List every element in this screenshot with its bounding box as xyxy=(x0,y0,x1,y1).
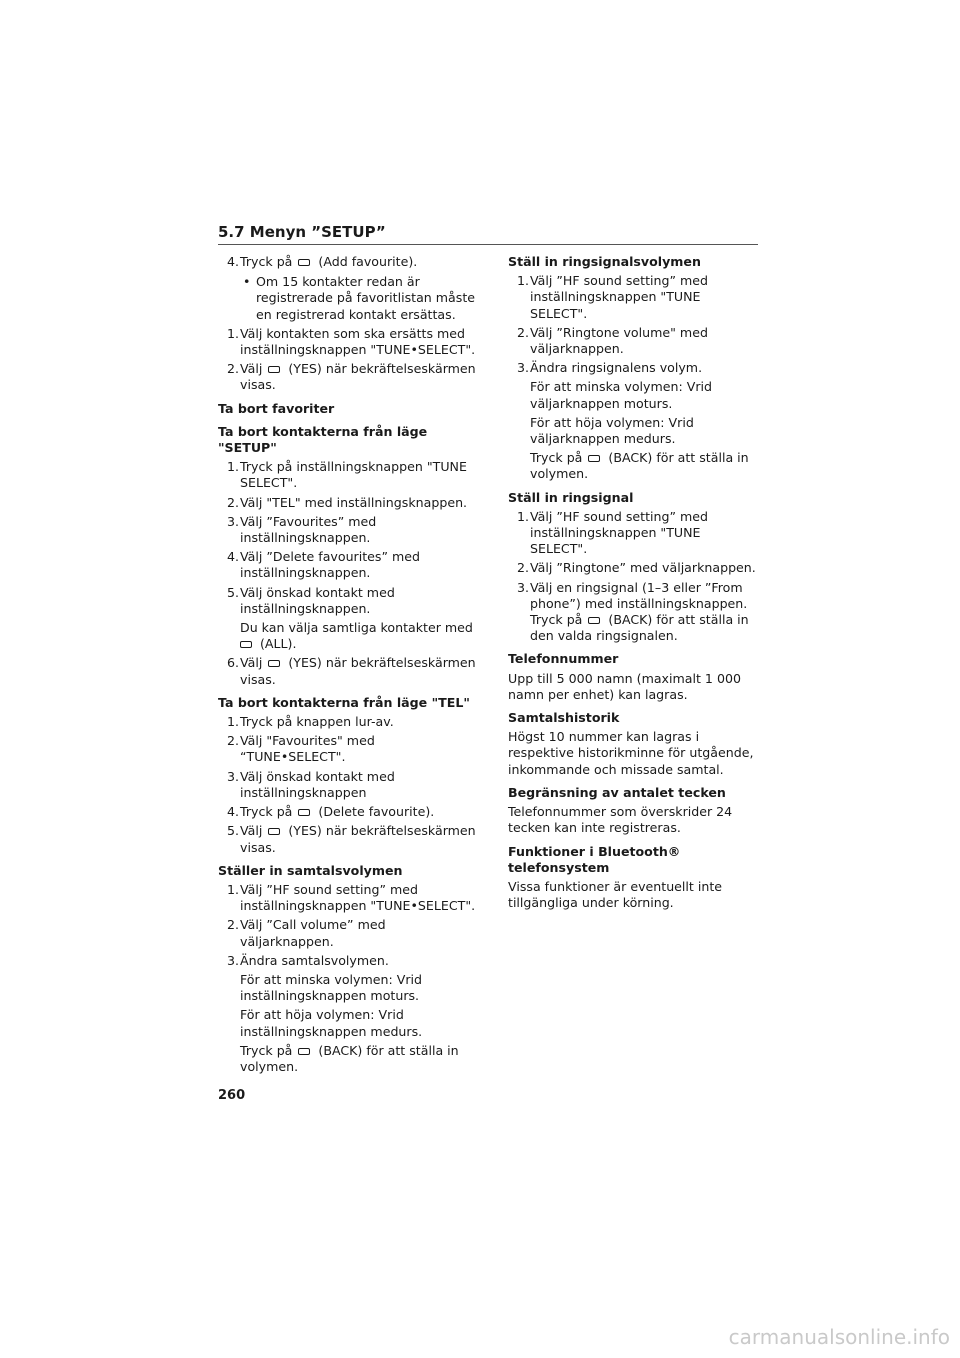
button-icon xyxy=(588,455,600,462)
step: 1. Tryck på knappen lur-av. xyxy=(227,714,394,730)
bullet-icon: • xyxy=(243,274,251,290)
paragraph: Högst 10 nummer kan lagras i respektive historikminne för utgående, inkommande och missade samtal. xyxy=(508,729,754,777)
heading: Telefonnummer xyxy=(508,651,619,667)
step: 2. Välj ”Call volume” med väljarknappen. xyxy=(227,917,386,949)
paragraph: Telefonnummer som överskrider 24 tecken kan inte registreras. xyxy=(508,804,733,836)
step-note: Tryck på (BACK) för att ställa in den valda ringsignalen. xyxy=(530,612,749,644)
step-note: Tryck på (BACK) för att ställa in volymen. xyxy=(530,450,749,482)
button-icon xyxy=(298,259,310,266)
step: 3. Välj en ringsignal (1–3 eller ”From phone”) med inställningsknappen. xyxy=(517,579,748,611)
step: 4. Tryck på (Delete favourite). xyxy=(227,804,435,820)
step: 1. Tryck på inställningsknappen "TUNE SELECT". xyxy=(227,459,467,491)
section-title: 5.7 Menyn ”SETUP” xyxy=(218,223,386,241)
step: 1. Välj ”HF sound setting” med inställningsknappen "TUNE SELECT". xyxy=(517,273,709,321)
step: 5. Välj önskad kontakt med inställningsknappen. xyxy=(227,584,395,616)
button-icon xyxy=(240,641,252,648)
step-note: För att höja volymen: Vrid väljarknappen medurs. xyxy=(530,414,694,447)
step: 3. Ändra samtalsvolymen. xyxy=(227,952,389,968)
step: 3. Ändra ringsignalens volym. xyxy=(517,360,703,376)
heading: Samtalshistorik xyxy=(508,710,620,726)
step-note: För att minska volymen: Vrid väljarknappen moturs. xyxy=(530,379,713,411)
step-note: För att höja volymen: Vrid inställningsknappen medurs. xyxy=(240,1007,423,1039)
heading: Ställer in samtalsvolymen xyxy=(218,862,403,878)
button-icon xyxy=(268,660,280,667)
step: 3. Välj önskad kontakt med inställningsknappen xyxy=(227,768,395,800)
right-column xyxy=(508,254,760,918)
heading: Ta bort favoriter xyxy=(218,400,335,416)
step: 6. Välj (YES) när bekräftelseskärmen visas. xyxy=(227,655,476,687)
step: 2. Välj (YES) när bekräftelseskärmen visas. xyxy=(227,361,476,393)
left-column xyxy=(218,254,480,1078)
step: 2. Välj ”Ringtone” med väljarknappen. xyxy=(517,560,756,576)
step: 4. Välj ”Delete favourites” med inställningsknappen. xyxy=(227,549,421,581)
step: 1. Välj kontakten som ska ersätts med inställningsknappen "TUNE•SELECT". xyxy=(227,325,476,358)
step: 2. Välj ”Ringtone volume" med väljarknappen. xyxy=(517,324,708,357)
button-icon xyxy=(268,828,280,835)
button-icon xyxy=(268,366,280,373)
step: 5. Välj (YES) när bekräftelseskärmen visas. xyxy=(227,823,476,855)
heading: Ta bort kontakterna från läge "SETUP" xyxy=(218,423,428,456)
page-number: 260 xyxy=(218,1088,246,1103)
step-note: För att minska volymen: Vrid inställningsknappen moturs. xyxy=(240,971,423,1004)
step: 2. Välj "Favourites" med “TUNE•SELECT". xyxy=(227,733,375,765)
heading: Begränsning av antalet tecken xyxy=(508,784,726,800)
bullet-item: • Om 15 kontakter redan är registrerade på favoritlistan måste en registrerad kontakt ersättas. xyxy=(243,274,476,322)
page-header xyxy=(218,222,758,245)
heading: Ställ in ringsignalsvolymen xyxy=(508,254,701,269)
button-icon xyxy=(588,617,600,624)
step: 4. Tryck på (Add favourite). xyxy=(227,254,418,269)
step: 2. Välj "TEL" med inställningsknappen. xyxy=(227,494,468,510)
button-icon xyxy=(298,1048,310,1055)
heading: Ställ in ringsignal xyxy=(508,489,634,505)
watermark: carmanualsonline.info xyxy=(728,1325,950,1349)
step-note: Tryck på (BACK) för att ställa in volymen. xyxy=(240,1042,459,1074)
heading: Ta bort kontakterna från läge "TEL" xyxy=(218,694,470,710)
step: 1. Välj ”HF sound setting” med inställningsknappen "TUNE•SELECT". xyxy=(227,881,476,914)
step-note: Du kan välja samtliga kontakter med (ALL). xyxy=(240,620,473,652)
paragraph: Upp till 5 000 namn (maximalt 1 000 namn per enhet) kan lagras. xyxy=(508,670,741,702)
button-icon xyxy=(298,809,310,816)
heading: Funktioner i Bluetooth® telefonsystem xyxy=(508,843,681,875)
step: 1. Välj ”HF sound setting” med inställningsknappen "TUNE SELECT". xyxy=(517,508,709,557)
paragraph: Vissa funktioner är eventuellt inte tillgängliga under körning. xyxy=(508,878,723,911)
step: 3. Välj ”Favourites” med inställningsknappen. xyxy=(227,513,377,546)
